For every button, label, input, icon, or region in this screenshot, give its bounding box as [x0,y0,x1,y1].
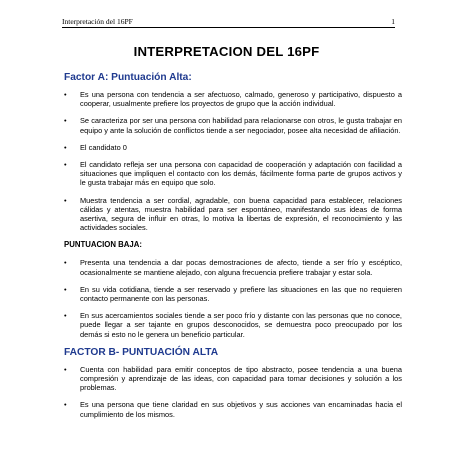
bullet-list-factor-b-alta [64,365,402,419]
bullet-icon: • [64,195,67,205]
list-item [64,196,402,233]
bullet-list-factor-a-alta [64,90,402,232]
bullet-icon: • [64,160,67,170]
bullet-icon: • [64,258,67,268]
document-title: INTERPRETACION DEL 16PF [133,44,320,59]
list-item-text: Es una persona con tendencia a ser afectuoso, calmado, generoso y participativo, dispuesto a cooperar, usualmente prefiere los proyectos de grupo que la acción individual. [80,90,402,109]
bullet-icon: • [64,142,67,152]
section-heading-factor-b-alta: FACTOR B- PUNTUACIÓN ALTA [64,346,219,358]
list-item-text: El candidato 0 [80,142,127,152]
list-item [64,400,402,418]
list-item [64,258,402,276]
section-heading-puntuacion-baja: PUNTUACION BAJA: [64,240,142,250]
list-item-text: Muestra tendencia a ser cordial, agradable, con buena capacidad para establecer, relaciones cálidas y atentas, muestra habilidad para ser espontáneo, manifestando sus ideas de forma asertiva, segura de influir en otras, lo motiva la libertas de expresión, el reconocimiento y las actividades sociales. [80,195,402,233]
running-header-title: Interpretación del 16PF [62,17,133,26]
bullet-icon: • [64,400,67,410]
list-item-text: En sus acercamientos sociales tiende a ser poco frío y distante con las personas que no conoce, puede llegar a ser tajante en grupos desconocidos, se demuestra poco preocupado por los demás si esto no le genera un beneficio particular. [80,311,402,339]
bullet-icon: • [64,116,67,126]
list-item-text: Se caracteriza por ser una persona con habilidad para relacionarse con otros, le gusta trabajar en equipo y ante la solución de conflictos tiende a ser negociador, posee alta necesidad de afiliación. [80,116,402,135]
bullet-list-puntuacion-baja [64,258,402,338]
list-item [64,285,402,303]
bullet-icon: • [64,90,67,99]
list-item-text: Es una persona que tiene claridad en sus objetivos y sus acciones van encaminadas hacia el cumplimiento de los mismos. [80,400,402,419]
bullet-icon: • [64,311,67,321]
list-item [64,365,402,393]
section-heading-factor-a-alta: Factor A: Puntuación Alta: [64,72,192,83]
list-item-text: Cuenta con habilidad para emitir conceptos de tipo abstracto, posee tendencia a una buena compresión y aprendizaje de las ideas, con capacidad para tomar decisiones y solución a los problemas. [80,364,402,393]
list-item-text: El candidato refleja ser una persona con capacidad de cooperación y adaptación con facilidad a situaciones que impliquen el contacto con los demás, fácilmente forma parte de grupos activos y le gusta trabajar más en equipo que solo. [80,160,402,188]
list-item-text: En su vida cotidiana, tiende a ser reservado y prefiere las situaciones en las que no requieren contacto permanente con las personas. [80,284,402,304]
list-item [64,116,402,134]
list-item-text: Presenta una tendencia a dar pocas demostraciones de afecto, tiende a ser frío y escéptico, ocasionalmente se mantiene alejado, con alguna frecuencia prefiere trabajar y estar sola. [80,258,402,277]
list-item [64,143,402,152]
page-number: 1 [391,17,395,26]
list-item [64,311,402,339]
header-divider [62,27,395,28]
list-item [64,160,402,188]
list-item [64,90,402,108]
document-body [64,72,402,427]
bullet-icon: • [64,364,67,374]
bullet-icon: • [64,284,67,294]
